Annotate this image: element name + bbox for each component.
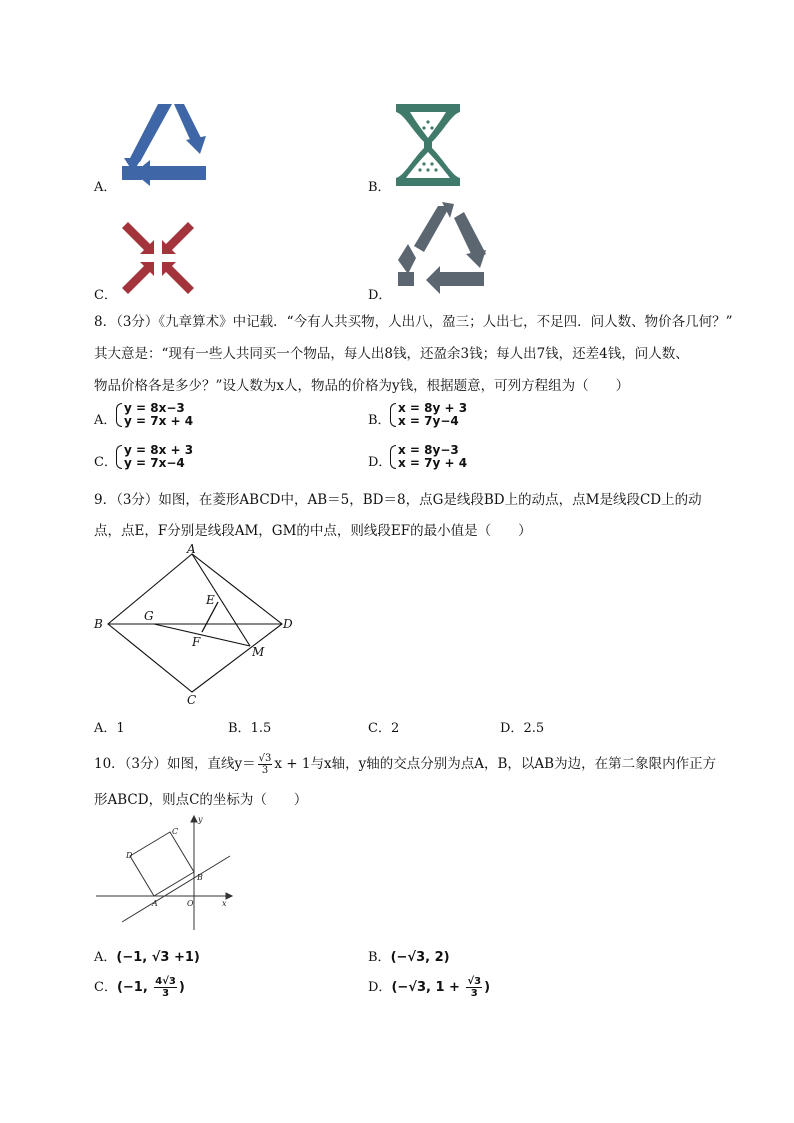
q10-option-d-den: 3 [470, 988, 478, 999]
q10-option-d-label: D． [368, 980, 392, 995]
triangle-arrows-blue-icon [118, 100, 214, 188]
rhombus-label-e: E [206, 593, 215, 607]
q10-option-c [94, 976, 185, 999]
q8-option-c-label: C． [94, 455, 117, 470]
q10-option-d [368, 976, 490, 999]
q8-stem-line2: 其大意是：“现有一些人共同买一个物品，每人出8钱，还盈余3钱；每人出7钱，还差4钱，问人数、 [94, 346, 689, 362]
cross-arrows-red-icon [118, 218, 198, 298]
q8-option-a-label: A． [94, 413, 117, 428]
q8-stem-line3: 物品价格各是多少？”设人数为x人，物品的价格为y钱，根据题意，可列方程组为（ ） [94, 378, 630, 394]
q9-option-c-label: C． [368, 721, 391, 736]
q10-option-c-post: ) [178, 980, 185, 995]
rhombus-label-b: B [94, 617, 103, 631]
q10-stem-suffix: x + 1与x轴，y轴的交点分别为点A，B，以AB为边，在第二象限内作正方 [274, 756, 717, 772]
q9-option-d-value: 2.5 [523, 721, 545, 736]
q8-option-b-eq1: x = 8y + 3 [398, 401, 468, 415]
q10-stem-prefix: 10．（3分）如图，直线y＝ [94, 756, 256, 772]
q9-option-b-value: 1.5 [250, 721, 272, 736]
q10-option-c-fraction [154, 976, 177, 999]
q10-option-d-fraction [466, 976, 482, 999]
q9-option-d-label: D． [500, 721, 524, 736]
q8-option-a-eq2: y = 7x + 4 [124, 414, 194, 428]
q10-option-a-text: (−1, √3 +1) [116, 950, 200, 965]
q9-stem-line2: 点，点E，F分别是线段AM，GM的中点，则线段EF的最小值是（ ） [94, 523, 532, 539]
q9-option-c-value: 2 [390, 721, 400, 736]
q9-option-a [94, 717, 125, 736]
q7-option-a-label: A． [94, 180, 117, 195]
q8-option-d-eq1: x = 8y−3 [398, 443, 459, 457]
q8-stem-line1: 8．（3分）《九章算术》中记载．“今有人共买物，人出八，盈三；人出七，不足四．问人数、物价各几何？” [94, 314, 733, 330]
coord-label-o: O [187, 899, 194, 908]
q10-option-c-label: C． [94, 980, 117, 995]
q9-stem-line1: 9．（3分）如图，在菱形ABCD中，AB＝5，BD＝8，点G是线段BD上的动点，点M是线段CD上的动 [94, 492, 702, 508]
q8-option-c-system [116, 444, 193, 470]
rhombus-label-f: F [192, 635, 201, 649]
q8-option-d-eq2: x = 7y + 4 [398, 456, 468, 470]
rhombus-label-g: G [144, 609, 154, 623]
q9-option-a-value: 1 [116, 721, 125, 736]
q10-option-a-label: A． [94, 950, 117, 965]
q7-option-b-label: B． [368, 180, 391, 195]
q7-option-c-label: C． [94, 288, 117, 303]
q8-option-c-eq2: y = 7x−4 [124, 456, 185, 470]
coord-label-b: B [197, 873, 203, 882]
coord-label-c: C [172, 827, 179, 836]
q8-option-d-label: D． [368, 455, 392, 470]
q8-option-b-label: B． [368, 413, 391, 428]
recycle-gray-icon [394, 200, 490, 296]
rhombus-label-m: M [252, 645, 265, 659]
q8-option-d-system [390, 444, 467, 470]
q10-option-b-label: B． [368, 950, 391, 965]
q10-stem-fraction [258, 753, 273, 776]
coordinate-figure [92, 812, 240, 936]
q8-option-c-eq1: y = 8x + 3 [124, 443, 194, 457]
rhombus-label-a: A [187, 542, 196, 556]
q10-option-d-pre: (−√3, 1 + [391, 980, 465, 995]
hourglass-green-icon [392, 100, 464, 190]
q10-option-d-post: ) [484, 980, 491, 995]
q9-option-d [500, 717, 544, 736]
coord-label-a: A [152, 899, 158, 908]
q10-stem-line1 [94, 752, 716, 776]
q9-option-b [228, 717, 271, 736]
rhombus-label-d: D [283, 617, 293, 631]
q8-option-b-eq2: x = 7y−4 [398, 414, 459, 428]
q8-option-a-eq1: y = 8x−3 [124, 401, 185, 415]
coord-label-d: D [126, 851, 133, 860]
q7-option-d-label: D． [368, 288, 392, 303]
q10-option-c-den: 3 [162, 988, 170, 999]
q10-option-d-num: √3 [467, 976, 482, 987]
rhombus-figure [90, 542, 300, 708]
q8-option-b-system [390, 402, 467, 428]
rhombus-label-c: C [187, 693, 197, 707]
q9-option-c [368, 717, 399, 736]
q10-option-a [94, 946, 200, 965]
q8-option-a-system [116, 402, 193, 428]
coord-label-y: y [198, 815, 203, 824]
q9-option-b-label: B． [228, 721, 251, 736]
q10-stem-line2: 形ABCD，则点C的坐标为（ ） [94, 792, 308, 808]
q10-option-b [368, 946, 450, 965]
coord-label-x: x [222, 899, 227, 908]
q10-stem-frac-num: √3 [258, 753, 272, 764]
q10-option-b-text: (−√3, 2) [390, 950, 450, 965]
q10-option-c-num: 4√3 [155, 976, 176, 987]
q9-option-a-label: A． [94, 721, 117, 736]
q10-stem-frac-den: 3 [261, 765, 269, 776]
q10-option-c-pre: (−1, [116, 980, 153, 995]
